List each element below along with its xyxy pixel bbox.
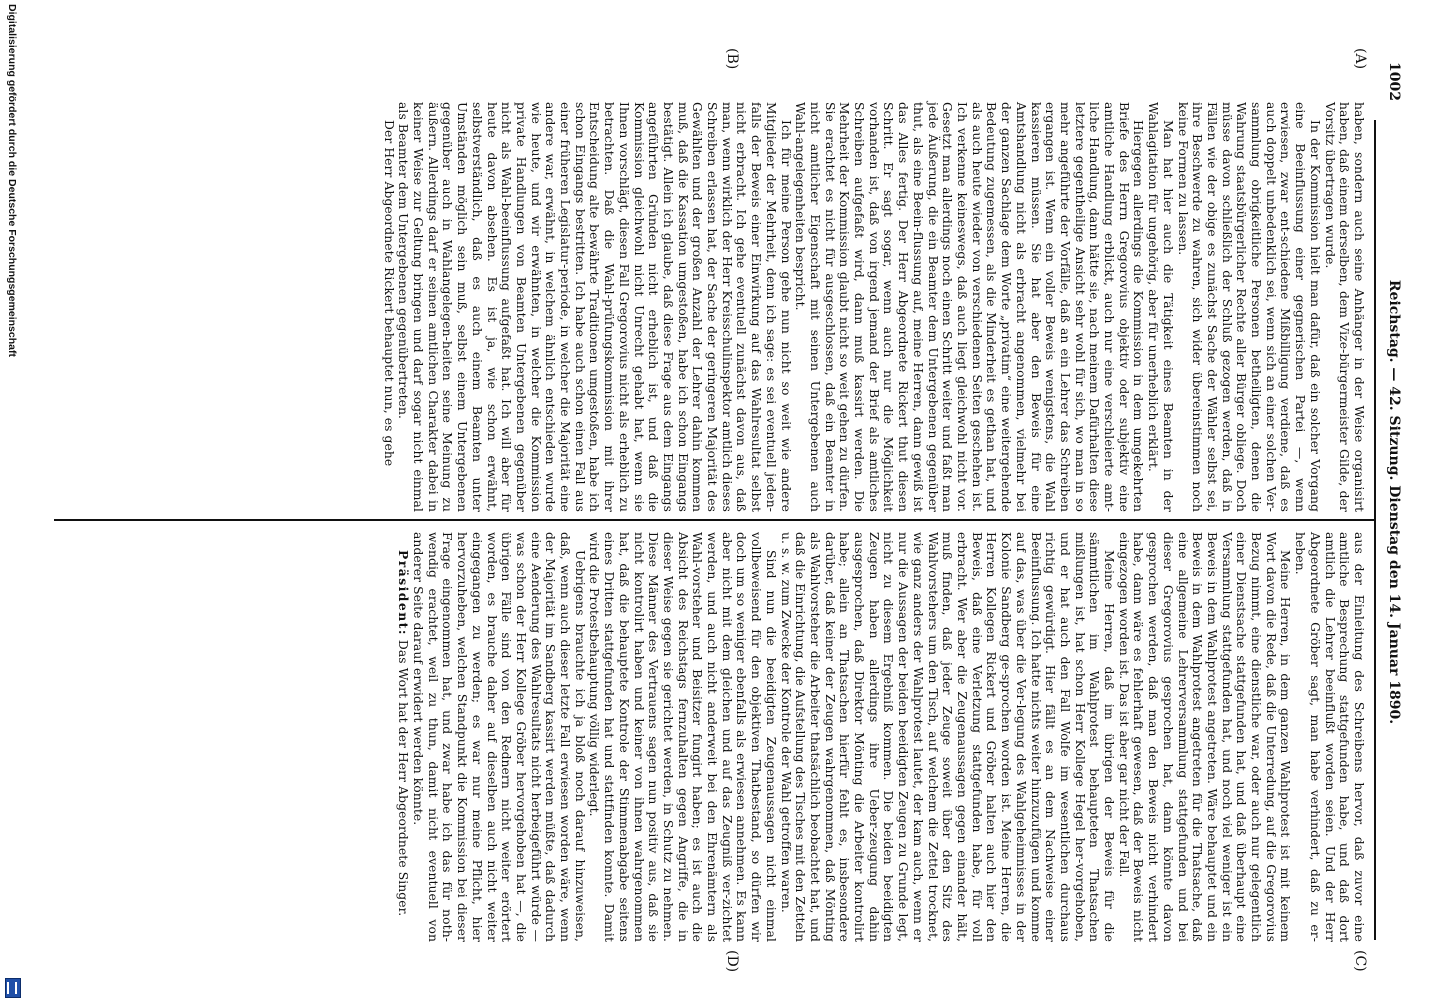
- paragraph: Uebrigens brauchte ich ja bloß noch darauf hinzuweisen, daß, wenn auch dieser letzte Fall erwiesen worden wäre, wenn der Majorität im Sandberg kassirt werden müßte, daß dadurch eine Aenderung des Wahlresultats nicht herbeigeführt würde — was schon der Herr Kollege Gröber hervorgehoben hat —, die übrigen Fälle sind von den Rednern nicht weiter erörtert worden, es brauche daher auf dieselben auch nicht weiter eingegangen zu werden; es war nur meine Pflicht, hier hervorzuheben, welchen Standpunkt die Kommission bei dieser Frage eingenommen hat, und zwar habe ich das für noth-wendig erachtet, weil zu thun, damit nicht eventuell von anderer Seite darauf erwidert werden könnte.: [411, 532, 587, 942]
- speaker-text: Das Wort hat der Herr Abgeordnete Singer.: [396, 639, 411, 917]
- dfg-logo-icon: [5, 978, 21, 998]
- paragraph: Ich für meine Person gehe nun nicht so weit wie andere Mitglieder der Mehrheit, denn ich sage: es sei eventuell jeden-falls der Beweis einer Einwirkung auf das Wahlresultat selbst nicht erbracht. Ich gehe eventuell zunächst davon aus, daß man, wenn wirklich der Herr Kreisschulinspektor amtlich dieses Schreiben erlassen hat, der Sache der geringeren Majorität des Gewählten und der großen Anzahl der Lehrer dahin kommen muß, daß die Kassation umgestoßen, habe ich schon Eingangs bestätigt. Allein ich glaube, daß diese Frage aus dem Eingangs angeführten Gründen nicht erheblich ist, und daß die Kommission gleichwohl nicht Unrecht gehabt hat, wenn sie Ihnen vorschlägt, diesen Fall Gregorovius nicht als erheblich zu betrachten. Daß die Wahl-prüfungskommission mit ihrer Entscheidung alte bewährte Traditionen umgestoßen, habe ich schon Eingangs bestritten. Ich habe auch schon einen Fall aus einer früheren Legislatur-periode, in welcher die Majorität eine andere war, erwähnt, in welchem ähnlich entschieden wurde wie heute, und wir erwähnten, in welcher die Kommission private Handlungen von Beamten Untergebenen gegenüber nicht als Wahl-beeinflussung aufgefaßt hat. Ich will aber für heute davon absehen. Es ist ja, wie schon erwähnt, selbstverständlich, daß es auch einem Beamten unter Umständen möglich sein muß, selbst einem Untergebenen gegenüber auch in Wahlangelegen-heiten seine Meinung zu äußern. Allerdings darf er seinen amtlichen Charakter dabei in keiner Weise zur Geltung bringen und darf sogar nicht einmal als Beamter dem Untergebenen gegenübertreten.: [396, 102, 793, 512]
- speaker-paragraph: [396, 532, 411, 942]
- paragraph: Sind nun die beeidigten Zeugenaussagen nicht einmal vollbeweisend für den objektiven Thatbestand, so dürfen wir doch um so weniger ebenfalls als erwiesen annehmen. Es kann aber nicht mit dem gleichen und auf das Zeugniß ver-zichtet werden, und auch nicht anderweit bei den Ehrenämtern als Wahl-vorsteher und Beisitzer fungirt haben; es ist auch die Absicht des Reichstags fernzuhalten gegen Angriffe, die in dieser Weise gegen sie gerichtet werden, in Schutz zu nehmen. Diese Männer des Vertrauens sagen nun positiv aus, daß sie nicht kontrolirt haben und keiner von ihnen wahrgenommen hat, daß die behauptete Kontrole der Stimmenabgabe seitens eines Dritten stattgefunden hat und stattfinden konnte. Damit wird die Protestbehauptung völlig widerlegt.: [587, 532, 778, 942]
- page-number: 1002: [1386, 62, 1402, 101]
- paragraph: Der Herr Abgeordnete Rickert behauptet nun, es gehe: [381, 120, 396, 467]
- margin-marker-a: (A): [1352, 48, 1368, 70]
- left-column: [381, 102, 1366, 512]
- page-title: Reichstag. — 42. Sitzung. Dienstag den 14. Januar 1890.: [1386, 279, 1402, 725]
- page-footer: [0, 0, 24, 1000]
- margin-marker-b: (B): [724, 48, 740, 70]
- paragraph: Hiergegen allerdings die Kommission in dem umgekehrten Briefe des Herrn Gregorovius objektiv oder subjektiv eine amtliche Handlung erblickt, auch nur eine verschleierte amt-liche Handlung, dann hätte sie, nach meinem Dafürhalten diese letztere gegentheilige Ansicht sehr wohl für sich, wo man in so mehr angeführte der Vorfälle, daß an ein Lehrer das Schreiben ergangen ist. Wenn ein voller Beweis wenigstens, die Wahl kassieren müssen. Sie hat aber den Beweis für eine Amtshandlung nicht als erbracht angenommen, vielmehr bei der ganzen Sachlage dem Worte „privatim“ eine weitergehende Bedeutung zugemessen, als die Minderheit es gethan hat, und als auch heute wieder von verschiedenen Seiten geschehen ist. Ich verkenne keineswegs, daß auch liegt gleichwohl nicht vor. Gesetzt man allerdings noch einen Schritt weiter und faßt man jede Äußerung, die ein Beamter dem Untergebenen gegenüber thut, als eine Beein-flussung auf, meine Herren, dann gewiß ist das Alles fertig. Der Herr Abgeordnete Rickert thut diesen Schritt. Er sagt sogar, wenn auch nur die Möglichkeit vorhanden ist, daß von irgend jemand der Brief als amtliches Schreiben aufgefaßt wird, dann muß kassirt werden. Die Mehrheit der Kommission glaubt nicht so weit gehen zu dürfen. Sie erachtet es nicht für ausgeschlossen, daß ein Beamter in nicht amtlicher Eigenschaft mit seinen Untergebenen auch Wahl-angelegenheiten bespricht.: [793, 102, 1146, 512]
- paragraph: Meine Herren, in dem ganzen Wahlprotest ist mit keinem Wort davon die Rede, daß die Unterredung, auf die Gregorovius Bezug nimmt, eine dienstliche war, oder auch nur gelegentlich einer Dienstsache stattgefunden hat, und daß überhaupt eine Versammlung stattgefunden hat, und noch viel weniger ist ein Beweis in dem Wahlprotest angetreten. Wäre behauptet und ein Beweis in dem Wahlprotest angetreten für die Thatsache, daß eine allgemeine Lehrerversammlung stattgefunden und bei dieser Gregorovius gesprochen hat, dann könnte davon gesprochen werden, daß man den Beweis nicht verhindert habe, dann wäre es fehlerhaft gewesen, daß der Beweis nicht eingezogen worden ist. Das ist aber gar nicht der Fall.: [1116, 532, 1293, 942]
- page-header: [1378, 62, 1404, 942]
- margin-marker-c: (C): [1352, 950, 1368, 972]
- digitization-note: Digitalisierung gefördert durch die Deutsche Forschungsgemeinschaft: [6, 4, 18, 357]
- margin-marker-d: (D): [724, 950, 740, 973]
- paragraph: Meine Herren, daß im übrigen der Beweis für die sämmtlichen im Wahlprotest behaupteten Thatsachen mißlungen ist, hat schon Herr Kollege Hegel her-vorgehoben, und er hat auch den Fall Wolfe im wesentlichen durchaus richtig gewürdigt. Hier fällt es an dem Nachweise einer Beeinflussung. Ich hatte nichts weiter hinzuzufügen und komme auf das, was über die Ver-legung des Wahlgeheimnisses in der Kolonie Sandberg ge-sprochen worden ist. Meine Herren, die Herren Kollegen Rickert und Gröber halten auch hier den Beweis, daß eine Verletzung stattgefunden habe, für voll erbracht. Wer aber die Zeugenaussagen gegen einander hält, muß finden, daß jeder Zeuge soweit über den Sitz des Wahlvorstehers um den Tisch, auf welchem die Zettel trocknet, wie ganz anders der Wahlprotest lautet, der kam auch, wenn er nur die Aussagen der beiden beeidigten Zeugen zu Grunde legt, nicht zu diesem Ergebniß kommen. Die beiden beeidigten Zeugen haben allerdings ihre Ueber-zeugung dahin ausgesprochen, daß Direktor Mönting die Arbeiter kontrolirt habe; allein an Thatsachen hierfür fehlt es, insbesondere darüber, daß keiner der Zeugen wahrgenommen, daß Mönting als Wahlvorsteher die Arbeiter thatsächlich beobachtet hat, und daß die Einrichtung, die Aufstellung des Tisches mit den Zetteln u. s. w. zum Zwecke der Kontrole der Wahl getroffen waren.: [778, 532, 1117, 942]
- header-rule: [1374, 120, 1376, 940]
- speaker-label: Präsident:: [396, 550, 412, 636]
- paragraph: aus der Einleitung des Schreibens hervor, daß zuvor eine amtliche Besprechung stattgefunden habe, und daß dort amtlich die Lehrer beeinflußt worden seien. Und der Herr Abgeordnete Gröber sagt, man habe verhindert, daß zu er-heben.: [1293, 532, 1366, 942]
- right-column: [396, 532, 1366, 942]
- paragraph: haben, sondern auch seine Anhänger in der Weise organisirt haben, daß einem derselben, dem Vize-bürgermeister Gilde, der Vorsitz übertragen wurde.: [1322, 102, 1366, 512]
- paragraph: Man hat hier auch die Tätigkeit eines Beamten in der Wahlagitation für ungehörig, aber für unerheblich erklärt.: [1146, 102, 1175, 512]
- column-divider: [54, 519, 1374, 521]
- paragraph: In der Kommission hielt man dafür, daß ein solcher Vorgang eine Beeinflussung einer gegnerischen Partei —, wenn erwiesen, zwar ent-schiedene Mißbilligung verdiene, daß es auch doppelt unbedenklich sei, wenn sich an einer solchen Ver-sammlung obrigkeitliche Personen betheiligten, denen die Wahrung staatsbürgerlicher Rechte aller Bürger obliege. Doch müsse davon schließlich der Schluß gezogen werden, daß in Fällen wie der obige es zunächst Sache der Wähler selbst sei, ihre Beschwerde zu wahren, sich wider übereinstimmen noch keine Formen zu lassen.: [1175, 102, 1322, 512]
